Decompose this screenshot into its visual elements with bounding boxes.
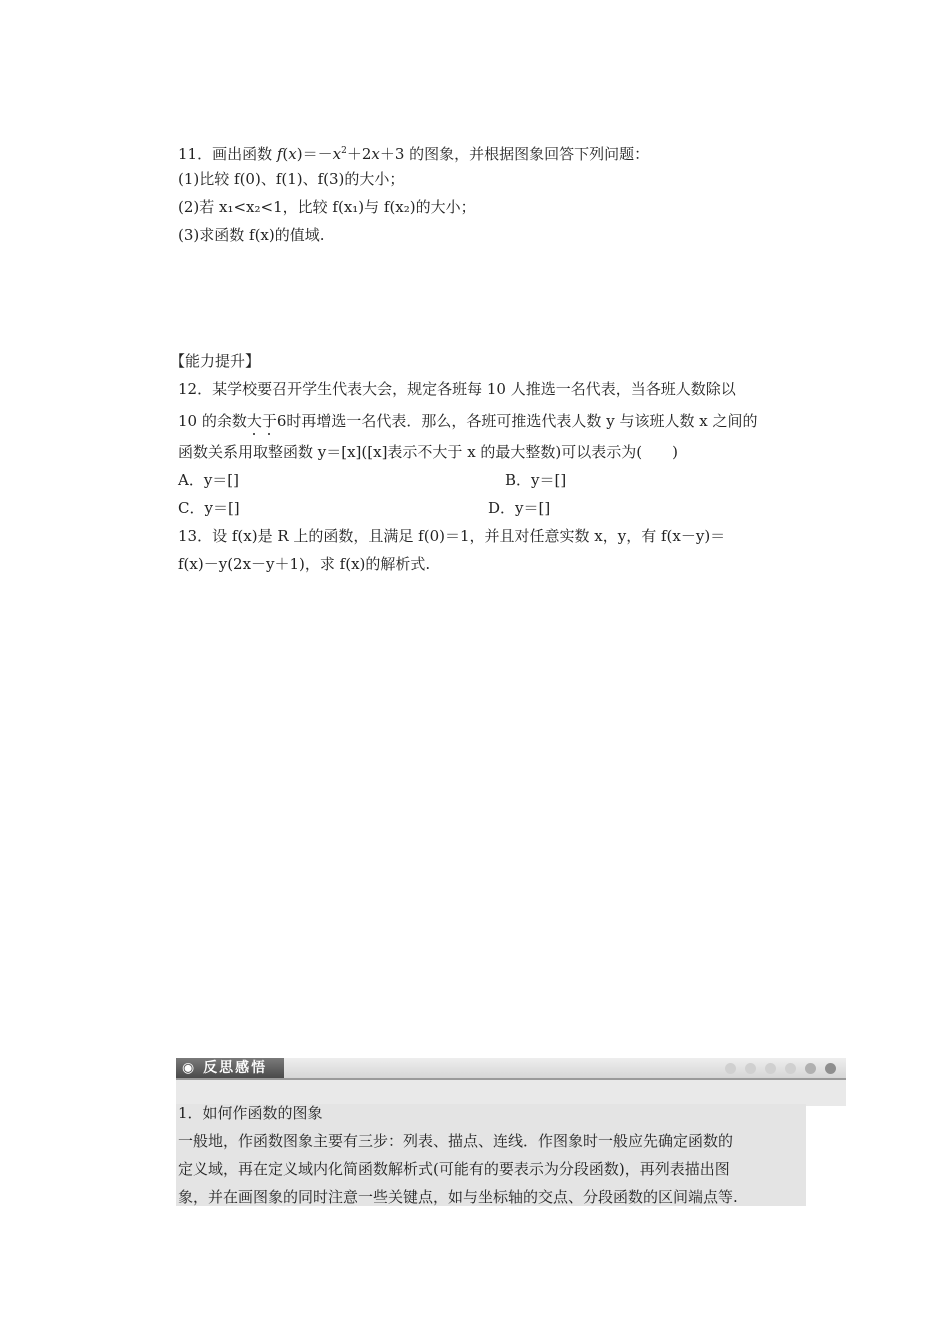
q11-equals: ＝－ [302, 145, 333, 163]
q11-exponent: 2 [341, 146, 347, 156]
target-icon: ◉ [182, 1060, 197, 1076]
q12-option-c: C．y＝[] [178, 499, 240, 517]
reflection-paragraph-line-2: 定义域，再在定义域内化简函数解析式(可能有的要表示为分段函数)，再列表描出图 [178, 1160, 730, 1178]
q13-line-2: f(x)－y(2x－y＋1)，求 f(x)的解析式. [178, 555, 431, 573]
q12-emphasis-1: 大 [246, 412, 262, 430]
section-title: 【能力提升】 [170, 352, 261, 370]
q12-line-3: 函数关系用取整函数 y＝[x]([x]表示不大于 x 的最大整数)可以表示为( ) [178, 443, 678, 461]
q12-option-d: D．y＝[] [488, 499, 551, 517]
q12-option-a: A．y＝[] [178, 471, 240, 489]
q11-text-end: ＋3 的图象，并根据图象回答下列问题： [379, 145, 650, 163]
q11-func-name: f [276, 145, 283, 163]
q12-line-1 [178, 378, 806, 400]
q12-emphasis-2: 于 [261, 412, 277, 430]
reflection-title-tab [176, 1058, 284, 1078]
q11-var: x [288, 145, 297, 163]
q11-part-1: (1)比较 f(0)、f(1)、f(3)的大小； [178, 170, 405, 188]
q11-var-lin: x [371, 145, 380, 163]
q11-var-sq: x [332, 145, 342, 163]
q12-text-2b: 6时再增选一名代表．那么，各班可推选代表人数 y 与该班人数 x 之间的 [276, 412, 758, 430]
dot-icon [825, 1063, 836, 1074]
dot-icon [785, 1063, 796, 1074]
decorative-dots [725, 1063, 836, 1074]
q11-line-1: 11．画出函数 $f(x)=-x^2+2x+3$ 的图象，并根据图象回答下列问题： [178, 145, 650, 163]
q12-option-b: B．y＝[] [505, 471, 567, 489]
reflection-title: 反思感悟 [203, 1060, 268, 1076]
q11-term: ＋2 [346, 145, 372, 163]
reflection-item-title: 1．如何作函数的图象 [178, 1104, 323, 1122]
reflection-paragraph-line-3: 象，并在画图象的同时注意一些关键点，如与坐标轴的交点、分段函数的区间端点等. [178, 1188, 738, 1206]
q11-part-2: (2)若 x₁<x₂<1，比较 f(x₁)与 f(x₂)的大小； [178, 198, 476, 216]
dot-icon [805, 1063, 816, 1074]
reflection-paragraph-line-1: 一般地，作函数图象主要有三步：列表、描点、连线．作图象时一般应先确定函数的 [178, 1132, 734, 1150]
q12-text-2a: 10 的余数 [178, 412, 247, 430]
dot-icon [745, 1063, 756, 1074]
reflection-header-bar [176, 1058, 846, 1080]
q12-line-2 [178, 410, 757, 432]
q11-text: 11．画出函数 [178, 145, 277, 163]
q11-part-3: (3)求函数 f(x)的值域. [178, 226, 325, 244]
q13-line-1: 13．设 f(x)是 R 上的函数，且满足 f(0)＝1，并且对任意实数 x，y，有 f(x－y)＝ [178, 527, 726, 545]
dot-icon [725, 1063, 736, 1074]
dot-icon [765, 1063, 776, 1074]
q12-text-1: 12．某学校要召开学生代表大会，规定各班每 10 人推选一名代表，当各班人数除以 [178, 380, 736, 398]
